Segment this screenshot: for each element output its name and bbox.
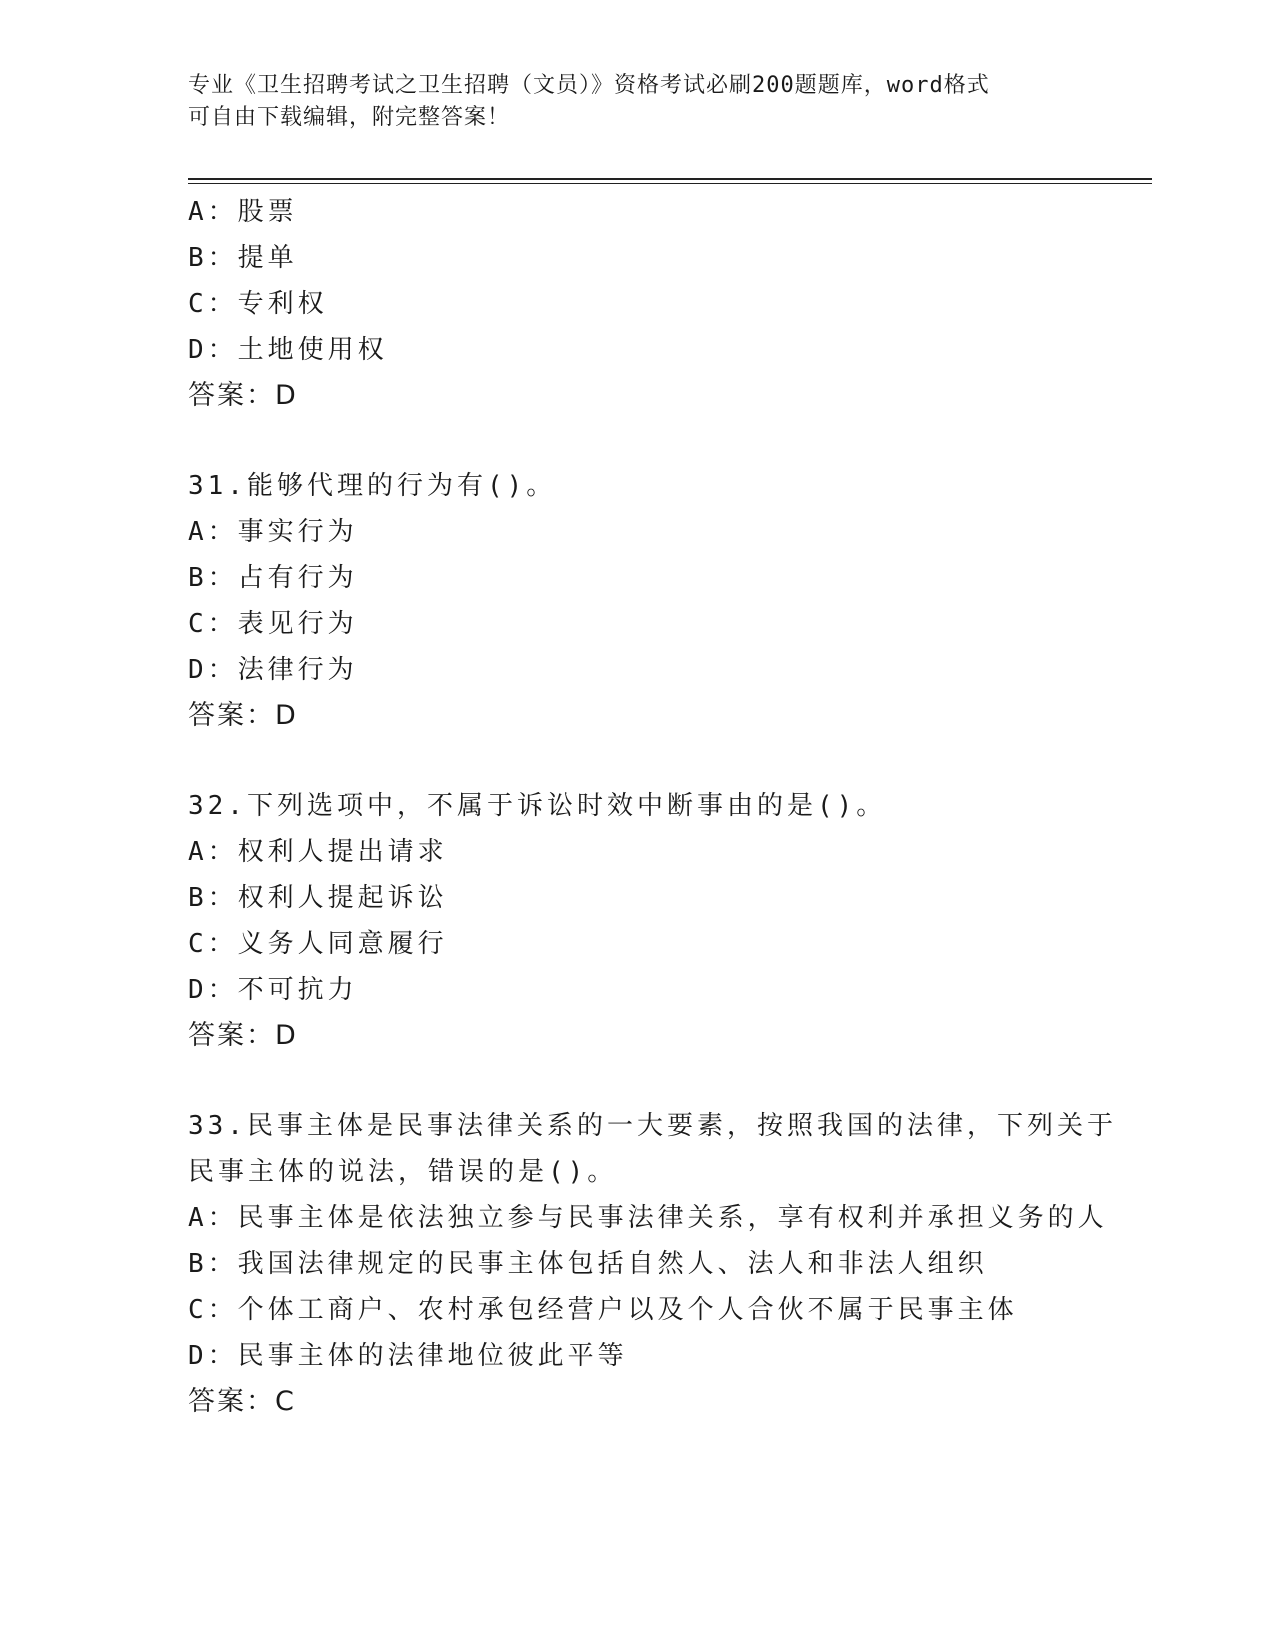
option-label: D：	[188, 335, 238, 365]
answer-line: 答案：D	[188, 1020, 298, 1051]
question-stem: 31.能够代理的行为有()。	[188, 471, 557, 501]
option-label: C：	[188, 929, 238, 959]
spacer	[188, 419, 1148, 463]
option-b	[188, 1241, 1148, 1287]
option-label: B：	[188, 1249, 238, 1279]
option-label: A：	[188, 837, 238, 867]
document-header	[188, 70, 1068, 134]
header-rule-thin	[188, 183, 1152, 184]
option-c	[188, 921, 1148, 967]
question-list	[188, 189, 1148, 1425]
option-text: 表见行为	[237, 609, 358, 639]
option-a	[188, 189, 1148, 235]
question-block-30	[188, 189, 1148, 419]
option-text: 权利人提起诉讼	[237, 883, 448, 913]
option-text: 占有行为	[237, 563, 358, 593]
option-text: 提单	[237, 243, 298, 273]
option-text: 民事主体的法律地位彼此平等	[237, 1341, 628, 1371]
option-label: D：	[188, 975, 238, 1005]
option-a	[188, 509, 1148, 555]
option-a	[188, 829, 1148, 875]
option-label: B：	[188, 243, 238, 273]
option-text: 权利人提出请求	[237, 837, 448, 867]
header-line-1: 专业《卫生招聘考试之卫生招聘（文员）》资格考试必刷200题题库，word格式	[188, 73, 990, 98]
option-label: C：	[188, 609, 238, 639]
question-stem: 32.下列选项中，不属于诉讼时效中断事由的是()。	[188, 791, 887, 821]
option-b	[188, 555, 1148, 601]
option-a	[188, 1195, 1148, 1241]
option-text: 专利权	[237, 289, 328, 319]
option-label: D：	[188, 655, 238, 685]
question-block-31	[188, 463, 1148, 739]
option-label: D：	[188, 1341, 238, 1371]
spacer	[188, 739, 1148, 783]
option-d	[188, 647, 1148, 693]
header-line-2: 可自由下载编辑，附完整答案！	[188, 105, 511, 130]
option-c	[188, 601, 1148, 647]
option-text: 法律行为	[237, 655, 358, 685]
header-rule-thick	[188, 178, 1152, 180]
option-label: B：	[188, 883, 238, 913]
spacer	[188, 1059, 1148, 1103]
option-label: A：	[188, 1203, 238, 1233]
option-d	[188, 967, 1148, 1013]
option-text: 事实行为	[237, 517, 358, 547]
option-text: 股票	[237, 197, 298, 227]
option-b	[188, 235, 1148, 281]
question-block-33	[188, 1103, 1148, 1425]
question-block-32	[188, 783, 1148, 1059]
question-stem-line-2: 民事主体的说法，错误的是()。	[188, 1157, 618, 1187]
answer-line: 答案：D	[188, 380, 298, 411]
option-label: C：	[188, 289, 238, 319]
option-label: C：	[188, 1295, 238, 1325]
option-c	[188, 281, 1148, 327]
option-label: B：	[188, 563, 238, 593]
option-text: 民事主体是依法独立参与民事法律关系，享有权利并承担义务的人	[237, 1203, 1108, 1233]
option-label: A：	[188, 197, 238, 227]
option-d	[188, 1333, 1148, 1379]
option-text: 个体工商户、农村承包经营户以及个人合伙不属于民事主体	[237, 1295, 1018, 1325]
option-b	[188, 875, 1148, 921]
option-c	[188, 1287, 1148, 1333]
option-text: 不可抗力	[237, 975, 358, 1005]
answer-line: 答案：D	[188, 700, 298, 731]
option-label: A：	[188, 517, 238, 547]
answer-line: 答案：C	[188, 1386, 296, 1417]
option-text: 土地使用权	[237, 335, 388, 365]
option-text: 我国法律规定的民事主体包括自然人、法人和非法人组织	[237, 1249, 988, 1279]
option-text: 义务人同意履行	[237, 929, 448, 959]
option-d	[188, 327, 1148, 373]
question-stem-line-1: 33.民事主体是民事法律关系的一大要素，按照我国的法律，下列关于	[188, 1111, 1117, 1141]
